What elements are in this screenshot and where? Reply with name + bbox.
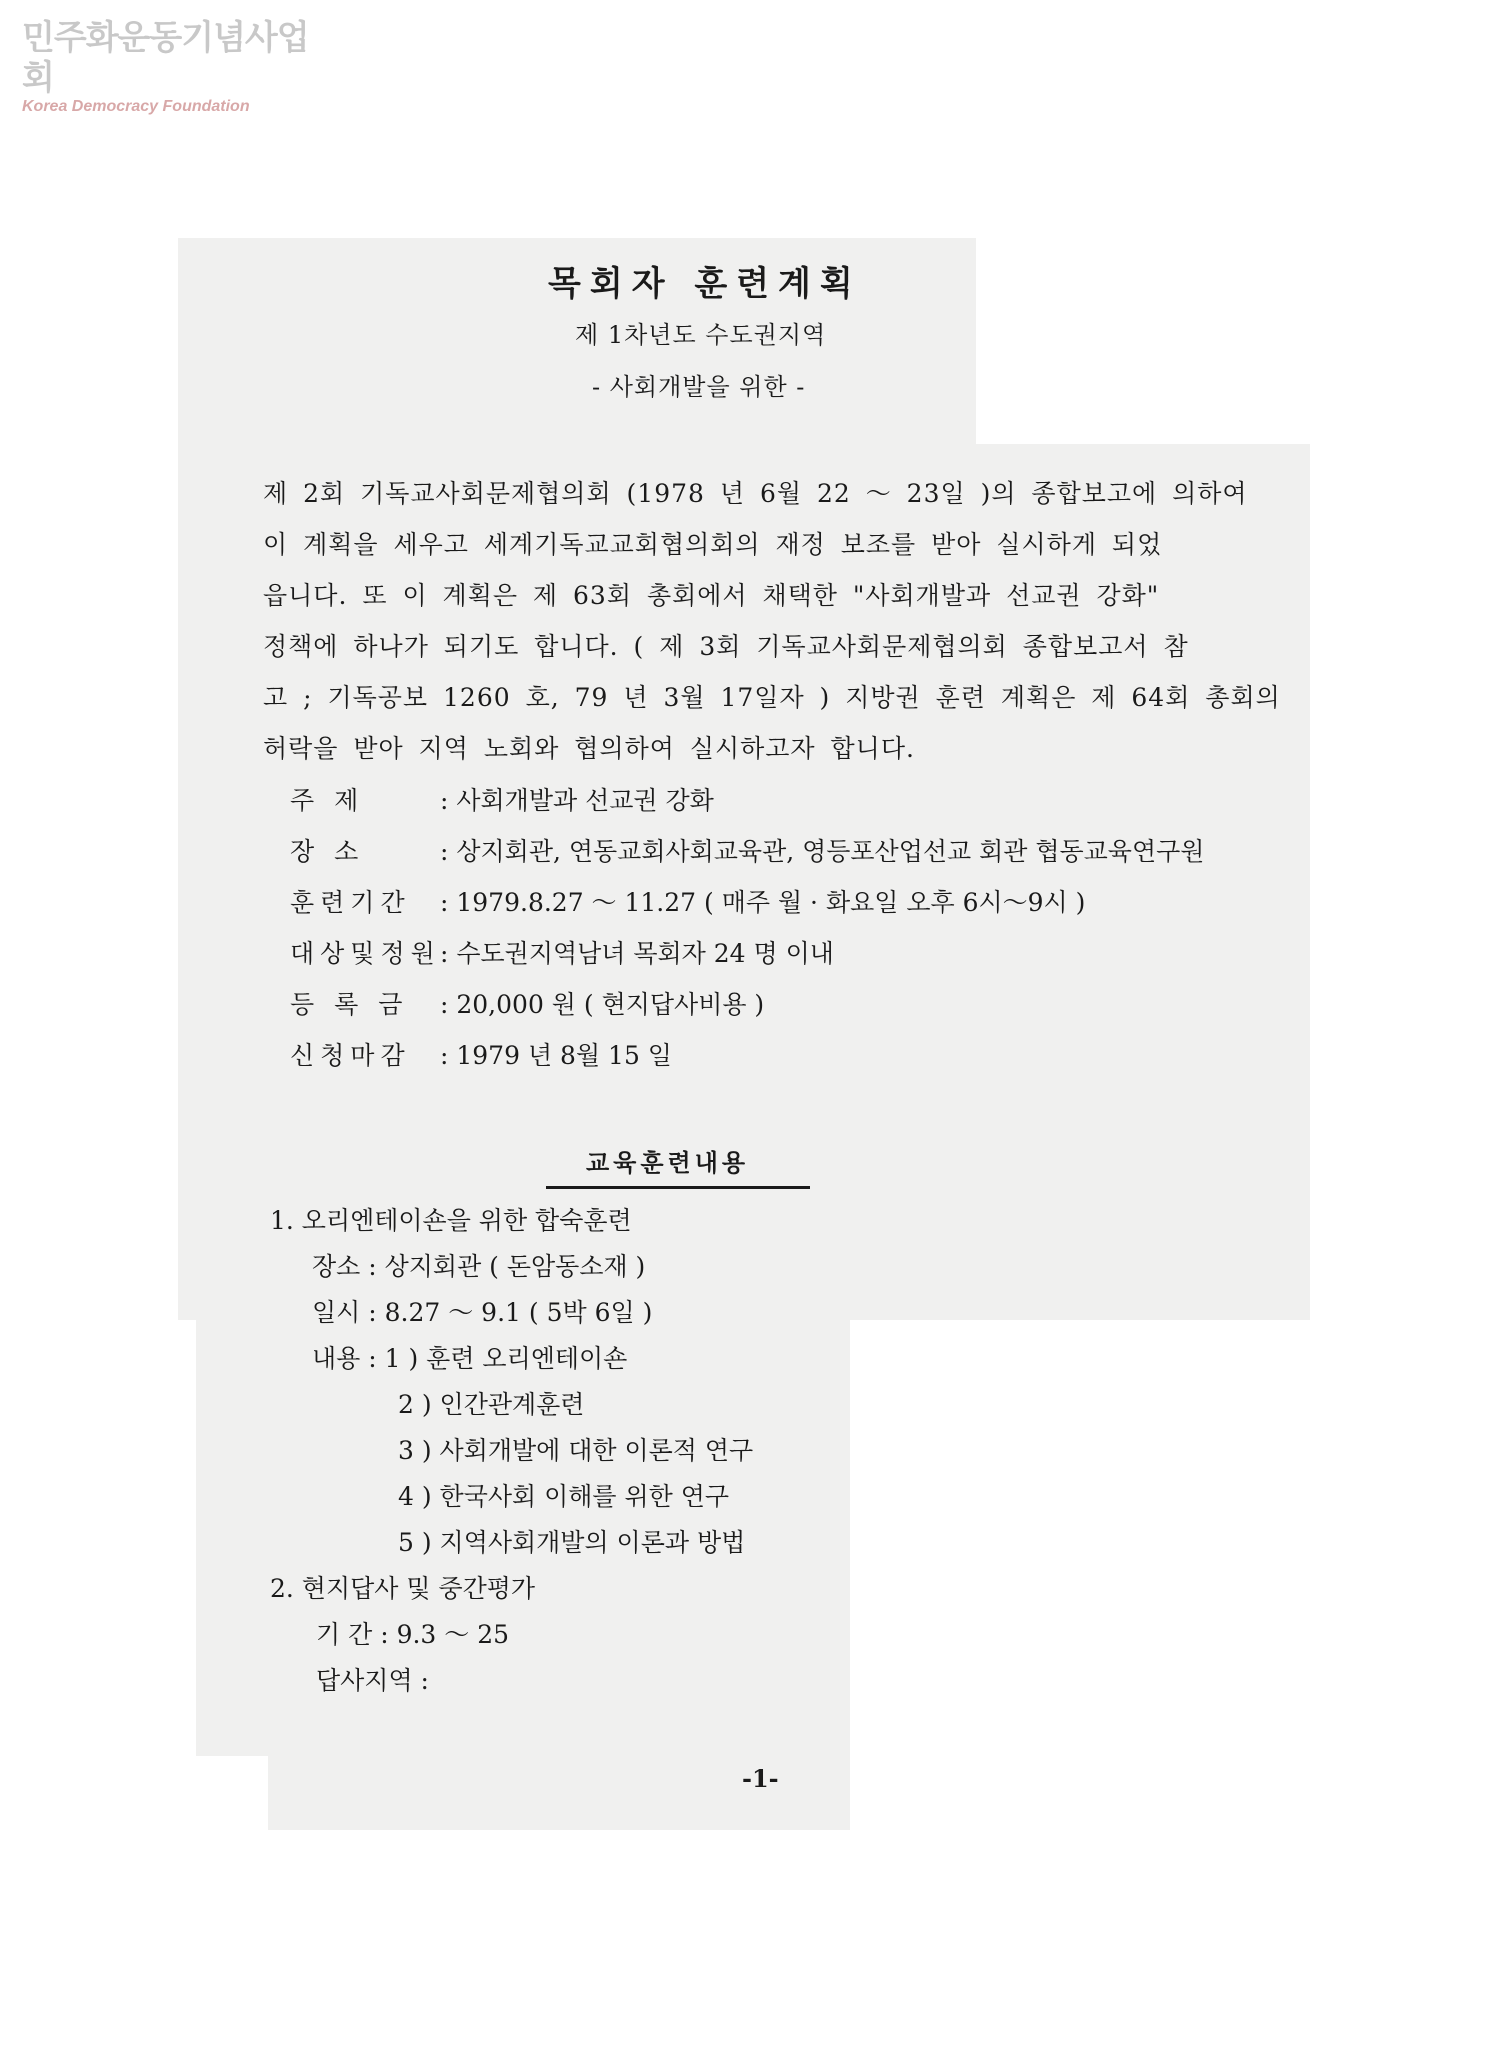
info-row-period (290, 888, 1085, 918)
paragraph-line: 이 계획을 세우고 세계기독교교회협의회의 재정 보조를 받아 실시하게 되었 (263, 530, 1163, 559)
logo-korean-text: 민주화운동기념사업회 (22, 18, 309, 98)
paragraph-line: 정책에 하나가 되기도 합니다. ( 제 3회 기독교사회문제협의회 종합보고서 참 (263, 632, 1189, 661)
info-value: : 상지회관, 연동교회사회교육관, 영등포산업선교 회관 협동교육연구원 (440, 837, 1205, 866)
list-item: 내용 : 1 ) 훈련 오리엔테이숀 (312, 1344, 628, 1373)
page-number: -1- (742, 1764, 779, 1793)
info-label: 장 소 (290, 837, 365, 866)
paragraph-line: 허락을 받아 지역 노회와 협의하여 실시하고자 합니다. (263, 734, 915, 763)
info-row-fee (290, 990, 764, 1020)
section-title-underline (546, 1186, 810, 1189)
list-item: 3 ) 사회개발에 대한 이론적 연구 (398, 1436, 754, 1465)
list-item: 1. 오리엔테이숀을 위한 합숙훈련 (270, 1206, 632, 1235)
document-subtitle-purpose: - 사회개발을 위한 - (592, 373, 806, 401)
info-row-deadline (290, 1041, 672, 1071)
list-item: 답사지역 : (316, 1666, 429, 1695)
document-subtitle-year: 제 1차년도 수도권지역 (575, 321, 827, 349)
info-label: 신청마감 (290, 1041, 411, 1070)
info-label: 등 록 금 (290, 990, 409, 1019)
intro-paragraph (263, 468, 1281, 774)
info-label: 대상및정원 (290, 939, 441, 968)
info-label: 주 제 (290, 786, 365, 815)
list-item: 장소 : 상지회관 ( 돈암동소재 ) (312, 1252, 646, 1281)
info-value: : 수도권지역남녀 목회자 24 명 이내 (440, 939, 834, 968)
info-row-participants (290, 939, 834, 969)
info-value: : 1979.8.27 ～ 11.27 ( 매주 월 · 화요일 오후 6시～9시 ) (440, 888, 1086, 917)
list-item: 2 ) 인간관계훈련 (398, 1390, 585, 1419)
info-row-theme (290, 786, 714, 816)
info-value: : 사회개발과 선교권 강화 (440, 786, 714, 815)
section-title: 교육훈련내용 (586, 1148, 750, 1177)
paragraph-line: 제 2회 기독교사회문제협의회 (1978 년 6월 22 ～ 23일 )의 종합보고에 의하여 (263, 479, 1248, 508)
info-row-venue (290, 837, 1204, 867)
list-item: 일시 : 8.27 ～ 9.1 ( 5박 6일 ) (312, 1298, 653, 1327)
list-item: 기 간 : 9.3 ～ 25 (316, 1620, 510, 1649)
list-item: 5 ) 지역사회개발의 이론과 방법 (398, 1528, 746, 1557)
paragraph-line: 고 ; 기독공보 1260 호, 79 년 3월 17일자 ) 지방권 훈련 계획은 제 64회 총회의 (263, 683, 1281, 712)
document-title: 목회자 훈련계획 (548, 264, 862, 304)
info-label: 훈련기간 (290, 888, 411, 917)
logo-english-text: Korea Democracy Foundation (22, 98, 250, 115)
info-value: : 1979 년 8월 15 일 (440, 1041, 672, 1070)
paragraph-line: 읍니다. 또 이 계획은 제 63회 총회에서 채택한 "사회개발과 선교권 강화" (263, 581, 1160, 610)
info-value: : 20,000 원 ( 현지답사비용 ) (440, 990, 765, 1019)
list-item: 2. 현지답사 및 중간평가 (270, 1574, 536, 1603)
list-item: 4 ) 한국사회 이해를 위한 연구 (398, 1482, 730, 1511)
